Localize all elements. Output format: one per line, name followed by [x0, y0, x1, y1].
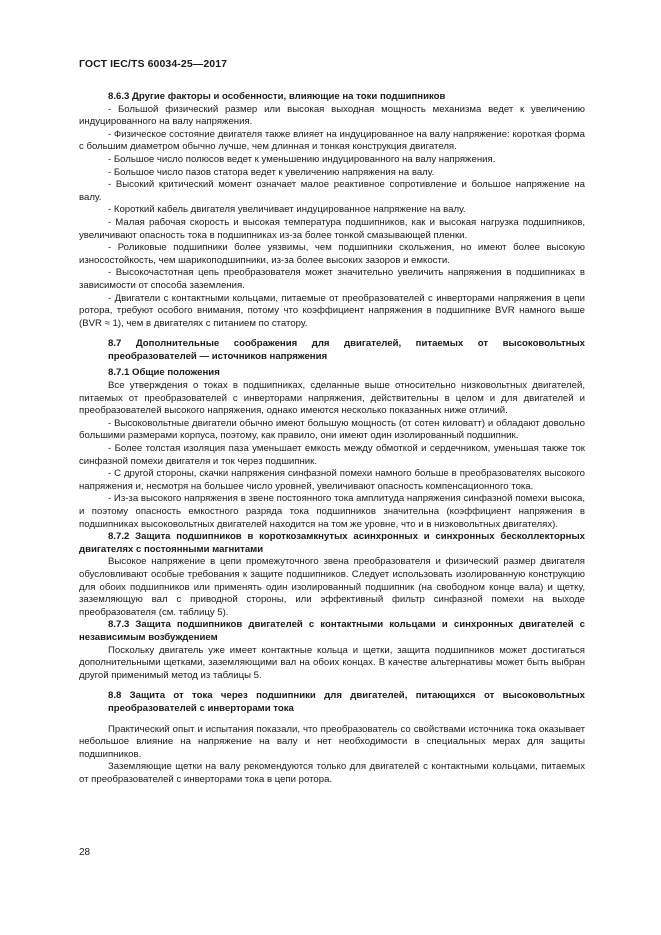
paragraph: Поскольку двигатель уже имеет контактные кольца и щетки, защита подшипников может достигаться дополнительными щетками, заземляющими вал на обоих концах. В качестве альтернативы может быть выбран другой применимый метод из таблицы 5. [79, 644, 585, 681]
paragraph: - Двигатели с контактными кольцами, питаемые от преобразователей с инверторами напряжения в цепи ротора, требуют особого внимания, потому что коэффициент напряжения в подшипнике BVR намного выше (BVR ≈ 1), чем в двигателях с питанием по статору. [79, 292, 585, 329]
document-header: ГОСТ IEC/TS 60034-25—2017 [79, 58, 228, 70]
paragraph: - Роликовые подшипники более уязвимы, чем подшипники скольжения, но имеют более высокую износостойкость, чем шарикоподшипники, из-за более высоких зазоров и емкости. [79, 242, 585, 266]
paragraph: - Физическое состояние двигателя также влияет на индуцированное на валу напряжение: короткая форма с большим диаметром обычно лучше, чем длинная и тонкая конструкция двигателя. [79, 128, 585, 153]
paragraph: - Большой физический размер или высокая выходная мощность механизма ведет к увеличению индуцированного на валу напряжения. [79, 103, 585, 128]
paragraph: - Малая рабочая скорость и высокая температура подшипников, как и высокая нагрузка подшипников, увеличивают опасность тока в подшипниках из-за более тонкой смазывающей пленки. [79, 216, 585, 241]
paragraph: Заземляющие щетки на валу рекомендуются только для двигателей с контактными кольцами, питаемых от преобразователей с инверторами тока в цепи ротора. [79, 761, 585, 785]
paragraph: - Более толстая изоляция паза уменьшает емкость между обмоткой и сердечником, уменьшая также ток синфазной помехи двигателя и ток через подшипник. [79, 443, 585, 467]
section-heading: 8.7.3 Защита подшипников двигателей с контактными кольцами и синхронных двигателей с независимым возбуждением [79, 619, 585, 643]
paragraph: - Высокий критический момент означает малое реактивное сопротивление и большое напряжение на валу. [79, 179, 585, 203]
document-body [79, 91, 585, 786]
section-heading: 8.7.2 Защита подшипников в короткозамкнутых асинхронных и синхронных бесколлекторных двигателях с постоянными магнитами [79, 531, 585, 555]
paragraph: Все утверждения о токах в подшипниках, сделанные выше относительно низковольтных двигателей, питаемых от преобразователей с инверторами напряжения, действительны в целом и для двигателей и преобразователей высокого напряжения, однако имеются несколько показанных ниже отличий. [79, 380, 585, 417]
paragraph: - Большое число полюсов ведет к уменьшению индуцированного на валу напряжения. [108, 153, 496, 165]
paragraph: - Высоковольтные двигатели обычно имеют большую мощность (от сотен киловатт) и обладают довольно большими размерами корпуса, поэтому, как правило, они имеют один изолированный подшипник. [79, 417, 585, 442]
page-number: 28 [79, 847, 91, 858]
paragraph: - Из-за высокого напряжения в звене постоянного тока амплитуда напряжения синфазной помехи высока, и поэтому опасность емкостного разряда тока подшипников значительна (коэффициент напряжения в подшипниках высоковольтных двигателей находится на том же уровне, что и в низковольтных двигателях). [79, 493, 585, 530]
paragraph: Высокое напряжение в цепи промежуточного звена преобразователя и физический размер двигателя обусловливают особые требования к защите подшипников. Следует использовать изолированную конструкцию для обоих подшипников или применять один изолированный подшипник (на свободном конце вала) и щетку, заземляющую вал с приводной стороны, или эффективный фильтр синфазной помехи на выходе преобразователя (см. таблицу 5). [79, 556, 585, 618]
paragraph: - Короткий кабель двигателя увеличивает индуцированное напряжение на валу. [108, 204, 466, 216]
section-heading: 8.6.3 Другие факторы и особенности, влияющие на токи подшипников [108, 91, 446, 102]
section-heading: 8.7.1 Общие положения [108, 367, 220, 379]
paragraph: - Высокочастотная цепь преобразователя может значительно увеличить напряжения в подшипниках в зависимости от способа заземления. [79, 267, 585, 291]
paragraph: - С другой стороны, скачки напряжения синфазной помехи намного больше в преобразователях высокого напряжения и, несмотря на большее число уровней, увеличивают опасность компенсационного тока. [79, 468, 585, 492]
paragraph: Практический опыт и испытания показали, что преобразователь со свойствами источника тока оказывает небольшое влияние на напряжение на валу и нет необходимости в специальных мерах для защиты подшипников. [79, 723, 585, 760]
section-heading: 8.7 Дополнительные соображения для двигателей, питаемых от высоковольтных преобразователей — источников напряжения [108, 338, 585, 362]
paragraph: - Большое число пазов статора ведет к увеличению напряжения на валу. [108, 166, 435, 178]
section-heading: 8.8 Защита от тока через подшипники для двигателей, питающихся от высоковольтных преобразователей с инверторами тока [108, 690, 585, 714]
